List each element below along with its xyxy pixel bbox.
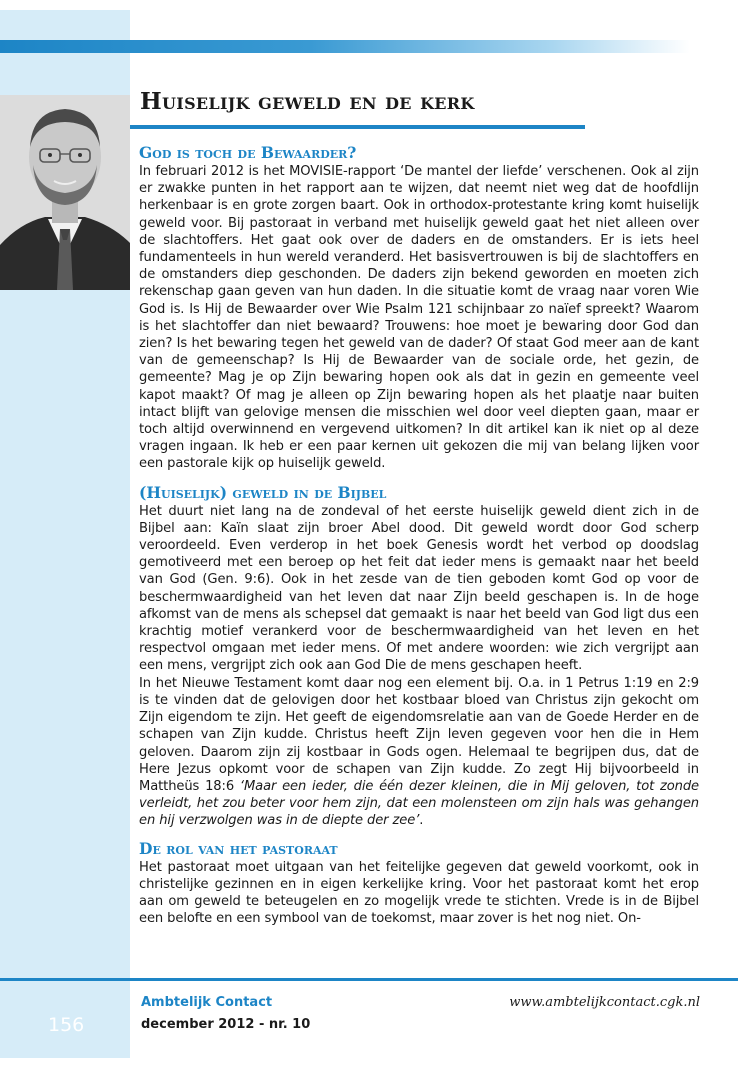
section-heading-pastoraat: De rol van het pastoraat [139, 838, 338, 858]
paragraph-pastoraat: Het pastoraat moet uitgaan van het feitelijke gegeven dat geweld voorkomt, ook in christelijke gezinnen en in eigen kerkelijke kring. Voor het pastoraat komt het erop aan om geweld te beteugelen en zo mogelijk vrede te stichten. Vrede is in de Bijbel een belofte en een symbool van de toekomst, maar zover is het nog niet. On- [139, 859, 699, 927]
paragraph-bewaarder: In februari 2012 is het MOVISIE-rapport ‘De mantel der liefde’ verschenen. Ook al zijn er zwakke punten in het rapport aan te wijzen, dat neemt niet weg dat de hoofdlijn herkenbaar is en grote zorgen baart. Ook in orthodox-protestante kring komt huiselijk geweld voor. Bij pastoraat in verband met huiselijk geweld gaat het niet alleen over de slachtoffers. Het gaat ook over de daders en de omstanders. Er is iets heel fundamenteels in hun wereld veranderd. Het basisvertrouwen is bij de slachtoffers en de omstanders diep geschonden. De daders zijn bekend geworden en moeten zich rekenschap gaan geven van hun daden. In die situatie komt de vraag naar voren Wie God is. Is Hij de Bewaarder over Wie Psalm 121 schijnbaar zo naïef spreekt? Waarom is het slachtoffer dan niet bewaard? Trouwens: hoe moet je bewaring door God dan zien? Is het bewaring tegen het geweld van de dader? Of staat God meer aan de kant van de gemeenschap? Is Hij de Bewaarder van de sociale orde, het gezin, de gemeente? Mag je op Zijn bewaring hopen ook als dat in gezin en gemeente veel kapot maakt? Of mag je alleen op Zijn bewaring hopen als het plaatje naar buiten intact blijft van gelovige mensen die misschien wel door veel diepten gaan, maar er toch altijd overwinnend en vergevend uitkomen? In dit artikel kan ik niet op al deze vragen ingaan. Ik heb er een paar kernen uit gekozen die mij van belang lijken voor een pastorale kijk op huiselijk geweld. [139, 164, 699, 472]
quote-end: . [419, 813, 424, 829]
publication-issue: december 2012 - nr. 10 [141, 1017, 311, 1032]
header-color-bar [0, 40, 690, 53]
footer-rule [0, 978, 738, 981]
publication-url[interactable]: www.ambtelijkcontact.cgk.nl [509, 995, 700, 1010]
bible-quote: ‘Maar een ieder, die één dezer kleinen, die in Mij geloven, tot zonde verleidt, het zou beter voor hem zijn, dat een molensteen om zijn hals was gehangen en hij verzwolgen was in de diepte der zee’ [139, 778, 699, 829]
paragraph-geweld-bijbel-1: Het duurt niet lang na de zondeval of het eerste huiselijk geweld dient zich in de Bijbel aan: Kaïn slaat zijn broer Abel dood. Dit geweld wordt door God scherp veroordeeld. Even verderop in het boek Genesis wordt het verbod op doodslag gemotiveerd met een beroep op het feit dat ieder mens is gemaakt naar het beeld van God (Gen. 9:6). Ook in het zesde van de tien geboden komt God op voor de beschermwaardigheid van het leven dat naar Zijn beeld geschapen is. In de hoge afkomst van de mens als schepsel dat gemaakt is naar het beeld van God ligt dus een krachtig motief verankerd voor de beschermwaardigheid van het leven en het respectvol omgaan met ieder mens. Of met andere woorden: wie zich vergrijpt aan een mens, vergrijpt zich ook aan God Die de mens geschapen heeft. [139, 503, 699, 674]
section-heading-geweld-bijbel: (Huiselijk) geweld in de Bijbel [139, 482, 387, 502]
page-number: 156 [48, 1014, 85, 1036]
paragraph-geweld-bijbel-2 [139, 675, 699, 830]
article-body [139, 143, 699, 927]
article-title: Huiselijk geweld en de kerk [140, 88, 475, 115]
section-heading-bewaarder: God is toch de Bewaarder? [139, 143, 357, 162]
publication-name: Ambtelijk Contact [141, 995, 273, 1010]
title-underline [130, 125, 585, 129]
paragraph-geweld-bijbel-2-text: In het Nieuwe Testament komt daar nog een element bij. O.a. in 1 Petrus 1:19 en 2:9 is te vinden dat de gelovigen door het kostbaar bloed van Christus zijn gekocht om Zijn eigendom te zijn. Het geeft de eigendomsrelatie aan van de Goede Herder en de schapen van Zijn kudde. Christus heeft Zijn leven gegeven voor hen die in Hem geloven. Daarom zijn zij kostbaar in Gods ogen. Helemaal te begrijpen dus, dat de Here Jezus opkomt voor de schapen van Zijn kudde. Zo zegt Hij bijvoorbeeld in Mattheüs 18:6 [139, 675, 699, 794]
author-portrait [0, 95, 130, 290]
